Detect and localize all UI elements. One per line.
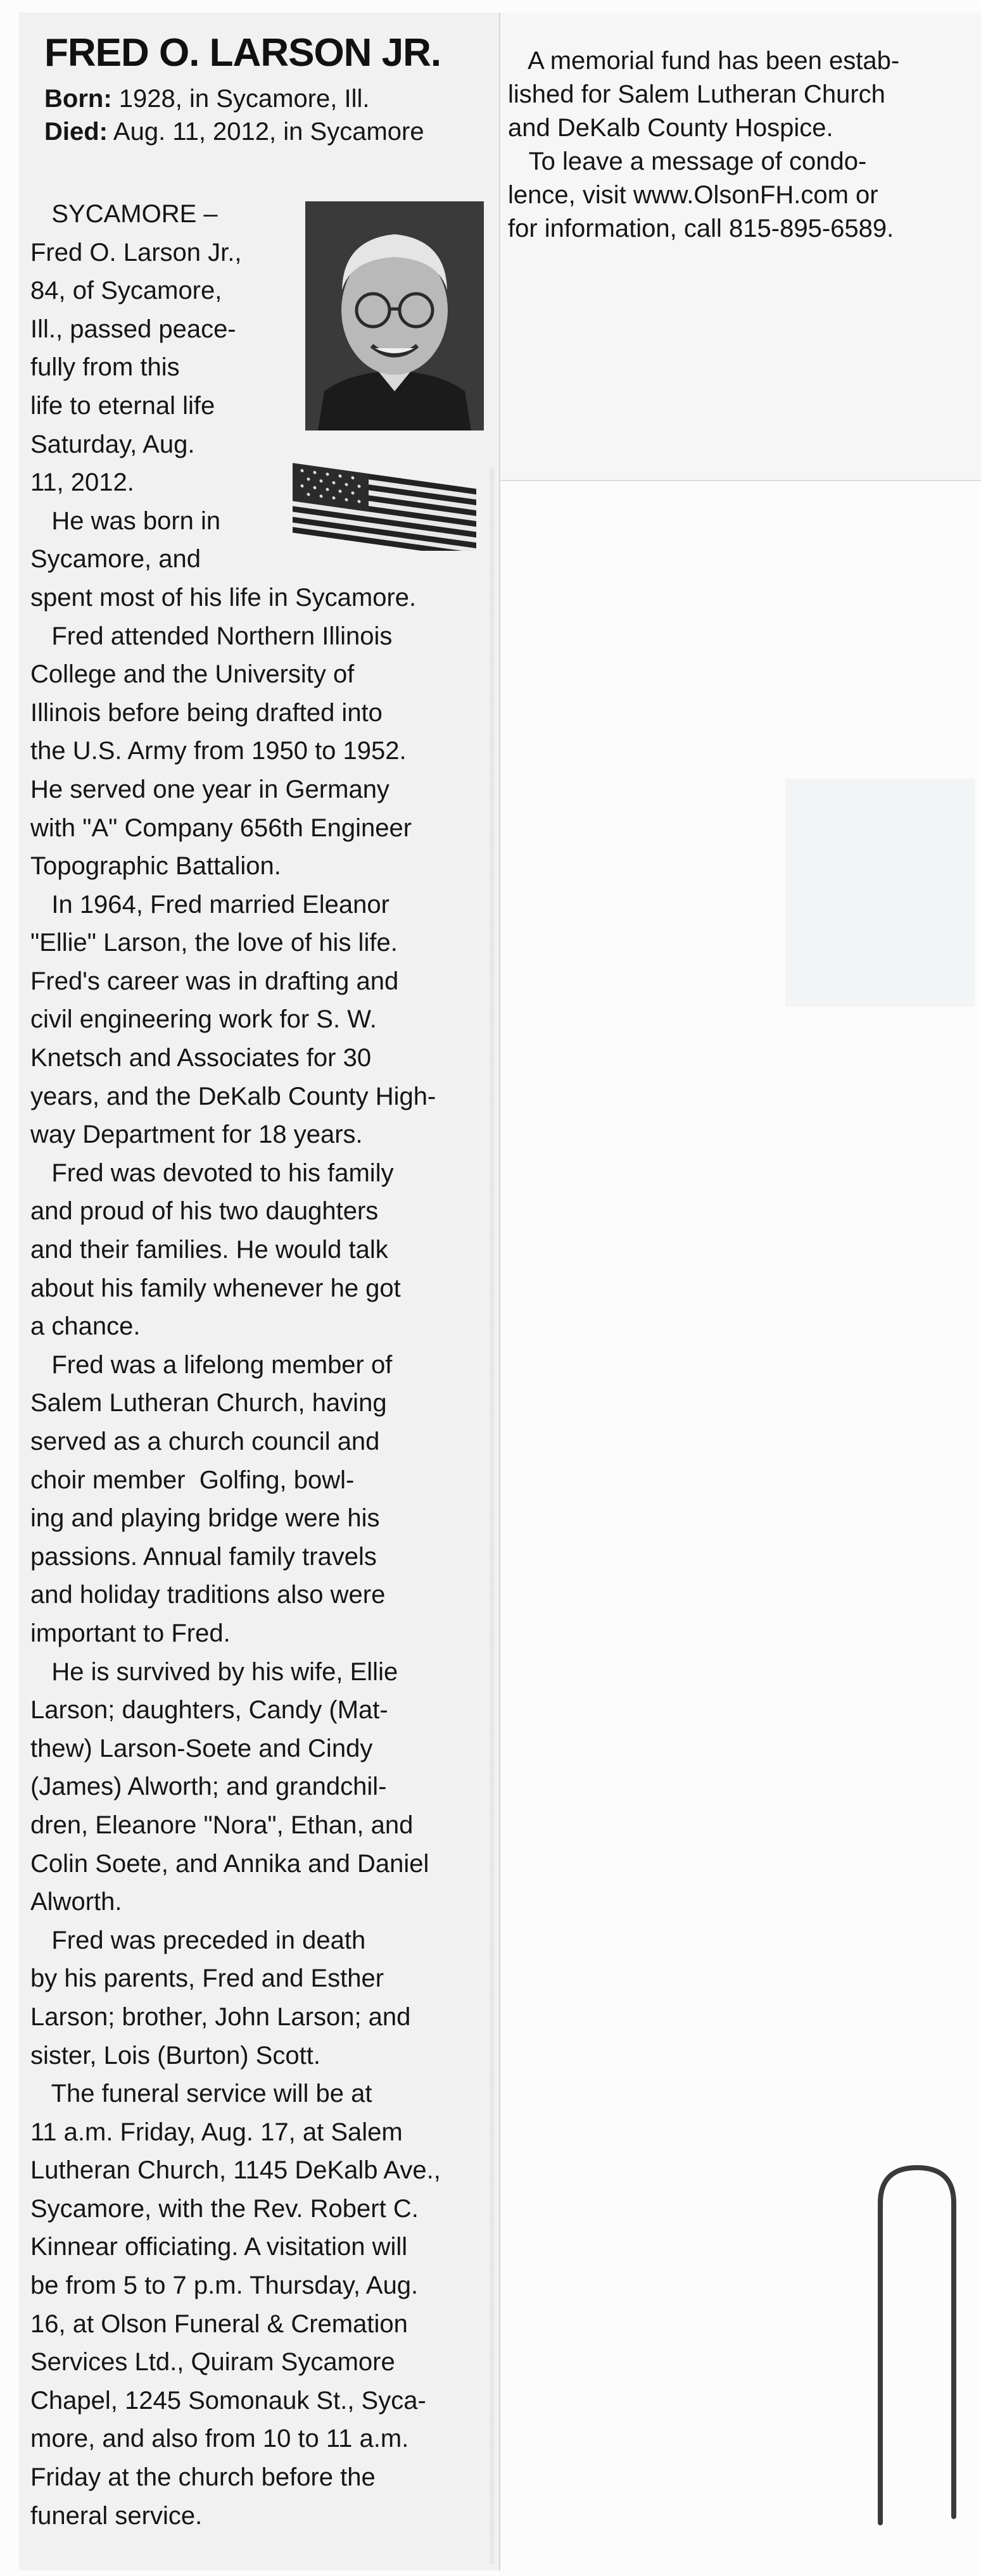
clipping-edge	[488, 468, 497, 2564]
obituary-body: SYCAMORE – Fred O. Larson Jr., 84, of Sycamore, Ill., passed peace- fully from this life to eternal life Saturday, Aug. 11, 2012. He was born in Sycamore, and spent most of his life in Sycamore. Fred attended Northern Illinois College and the University of Illinois before being drafted into the U.S. Army from 1950 to 1952. He served one year in Germany with "A" Company 656th Engineer Topographic Battalion. In 1964, Fred married Eleanor "Ellie" Larson, the love of his life. Fred's career was in drafting and civil engineering work for S. W. Knetsch and Associates for 30 years, and the DeKalb County High- way Department for 18 years. Fred was devoted to his family and proud of his two daughters and their families. He would talk about his family whenever he got a chance. Fred was a lifelong member of Salem Lutheran Church, having served as a church council and choir member Golfing, bowl- ing and playing bridge were his passions. Annual family travels and holiday traditions also were important to Fred. He is survived by his wife, Ellie Larson; daughters, Candy (Mat- thew) Larson-Soete and Cindy (James) Alworth; and grandchil- dren, Eleanore "Nora", Ethan, and Colin Soete, and Annika and Daniel Alworth. Fred was preceded in death by his parents, Fred and Esther Larson; brother, John Larson; and sister, Lois (Burton) Scott. The funeral service will be at 11 a.m. Friday, Aug. 17, at Salem Lutheran Church, 1145 DeKalb Ave., Sycamore, with the Rev. Robert C. Kinnear officiating. A visitation will be from 5 to 7 p.m. Thursday, Aug. 16, at Olson Funeral & Cremation Services Ltd., Quiram Sycamore Chapel, 1245 Somonauk St., Syca- more, and also from 10 to 11 a.m. Friday at the church before the funeral service.	[30, 200, 441, 2530]
died-label: Died:	[44, 118, 108, 146]
bleed-through-block	[785, 779, 975, 1007]
born-value: 1928, in Sycamore, Ill.	[111, 85, 370, 113]
died-value: Aug. 11, 2012, in Sycamore	[108, 118, 424, 146]
died-line	[44, 115, 424, 148]
born-line	[44, 82, 424, 115]
memorial-note: A memorial fund has been estab- lished for Salem Lutheran Church and DeKalb County Hospice. To leave a message of condo- lence, visit www.OlsonFH.com or for information, call 815-895-6589.	[508, 47, 900, 242]
obituary-headline: FRED O. LARSON JR.	[44, 31, 441, 75]
paper-clip-icon	[866, 2159, 968, 2526]
born-label: Born:	[44, 85, 112, 113]
vital-dates	[44, 82, 424, 148]
paper-clip-graphic	[866, 2159, 968, 2526]
